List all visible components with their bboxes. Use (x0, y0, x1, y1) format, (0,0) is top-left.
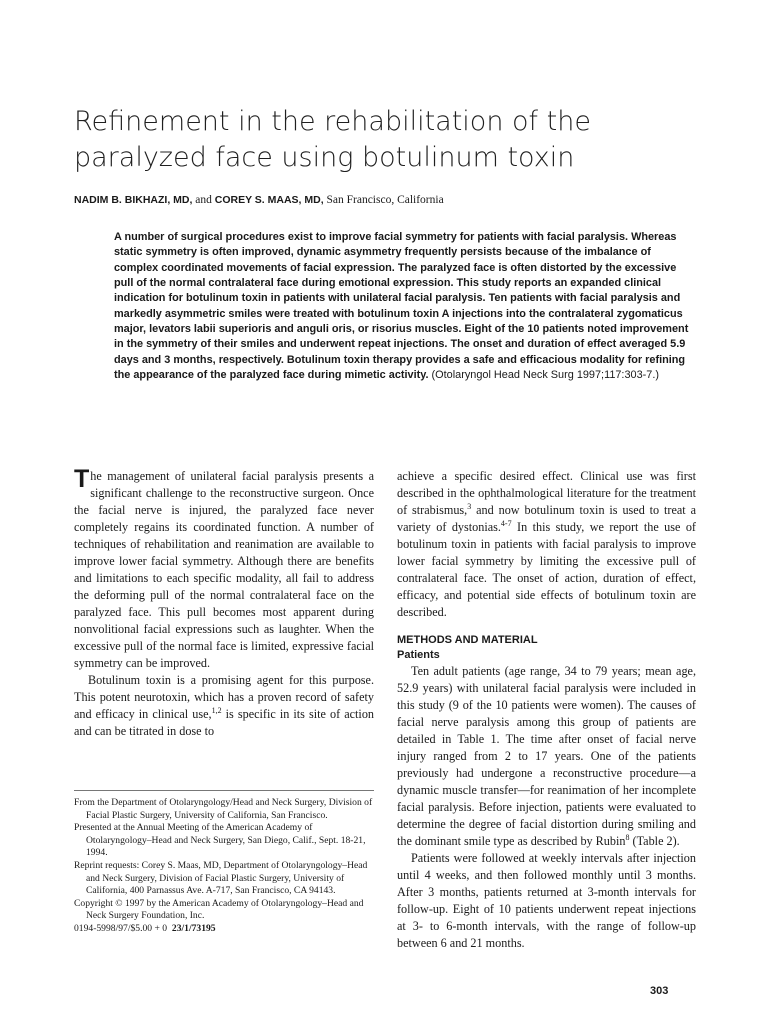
reference-superscript: 3 (467, 501, 472, 511)
intro-paragraph-1 (74, 465, 374, 672)
footnote-issn-line (74, 923, 374, 936)
title-line-2: paralyzed face using botulinum toxin (74, 142, 575, 173)
author-conjunction: and (195, 194, 212, 206)
intro-paragraph-1-text: he management of unilateral facial paralysis presents a significant challenge to the reconstructive surgeon. Once the facial nerve is injured, the paralyzed face never completely regains its coordinated function. A number of techniques of rehabilitation and reanimation are available to improve lower facial symmetry. Although there are benefits and limitations to each specific modality, all fail to address the deforming pull of the normal contralateral face on the paralyzed face. This pull becomes most apparent during nonvolitional facial expressions such as laughter. When the excessive pull of the normal face is limited, expressive facial symmetry can be improved. (74, 469, 374, 670)
author-1-degree: MD, (173, 194, 193, 206)
footnote-issn: 0194-5998/97/$5.00 + 0 (74, 922, 168, 934)
patients-paragraph-1-text-a: Ten adult patients (age range, 34 to 79 years; mean age, 52.9 years) with unilateral facial paralysis were included in this study (9 of the 10 patients were women). The causes of facial nerve paralysis among this group of patients are detailed in Table 1. The time after onset of facial nerve injury ranged from 2 to 17 years. One of the patients previously had undergone a reconstructive procedure—a dynamic muscle transfer—for reanimation of her incomplete facial paralysis. Before injection, patients were evaluated to determine the degree of facial distortion during smiling and the dominant smile type as described by Rubin (397, 664, 696, 848)
abstract (114, 230, 696, 383)
footnote-reprint: Reprint requests: Corey S. Maas, MD, Department of Otolaryngology–Head and Neck Surgery, Division of Facial Plastic Surgery, University of California, 400 Parnassus Ave. A-717, San Francisco, CA 94143. (74, 859, 368, 897)
author-1-name: NADIM B. BIKHAZI, (74, 194, 171, 206)
footnotes (74, 797, 374, 936)
subsection-heading: Patients (397, 649, 440, 661)
title-line-1: Refinement in the rehabilitation of the (74, 106, 591, 137)
intro-paragraph-3 (397, 468, 696, 621)
intro-paragraph-3-text-a: achieve a specific desired effect. Clinical use was first described in the ophthalmological literature for the treatment of strabismus, (397, 469, 696, 517)
footnote-article-code: 23/1/73195 (171, 922, 216, 934)
reference-superscript: 1,2 (211, 705, 222, 715)
footnote-copyright: Copyright © 1997 by the American Academy of Otolaryngology–Head and Neck Surgery Foundation, Inc. (74, 897, 364, 922)
footnote-presented: Presented at the Annual Meeting of the American Academy of Otolaryngology–Head and Neck Surgery, San Diego, Calif., Sept. 18-21, 1994. (74, 822, 366, 859)
author-2-degree: MD, (304, 194, 324, 206)
drop-cap: T (74, 465, 90, 493)
patients-paragraph-1-text-b: (Table 2). (629, 834, 680, 848)
reference-superscript: 8 (625, 832, 630, 842)
footnote-divider (74, 790, 374, 791)
author-line (74, 193, 714, 208)
page-number: 303 (650, 985, 669, 997)
intro-paragraph-3-text-c: In this study, we report the use of botulinum toxin in patients with facial paralysis to improve lower facial symmetry by limiting the excessive pull of contralateral face. The onset of action, duration of effect, efficacy, and potential side effects of botulinum toxin are described. (397, 520, 696, 619)
intro-paragraph-2-text-b: is specific in its site of action and can be titrated in dose to (74, 707, 375, 738)
intro-paragraph-2 (74, 672, 374, 740)
author-location: San Francisco, California (326, 194, 444, 206)
author-2-name: COREY S. MAAS, (214, 194, 302, 206)
patients-paragraph-1 (397, 663, 696, 850)
abstract-citation: (Otolaryngol Head Neck Surg 1997;117:303-7.) (431, 369, 659, 382)
intro-paragraph-3-text-b: and now botulinum toxin is used to treat a variety of dystonias. (397, 503, 696, 534)
article-title (74, 104, 714, 176)
abstract-text: A number of surgical procedures exist to improve facial symmetry for patients with facial paralysis. Whereas static symmetry is often improved, dynamic asymmetry frequently persists because of the imbalance of complex coordinated movements of facial expression. The paralyzed face is often distorted by the excessive pull of the normal contralateral face during emotional expression. This study reports an expanded clinical indication for botulinum toxin in patients with unilateral facial paralysis. Ten patients with facial paralysis and markedly asymmetric smiles were treated with botulinum toxin A injections into the contralateral zygomaticus major, levators labii superioris and anguli oris, or risorius muscles. Eight of the 10 patients noted improvement in the symmetry of their smiles and underwent repeat injections. The onset and duration of effect averaged 5.9 days and 3 months, respectively. Botulinum toxin therapy provides a safe and efficacious modality for refining the appearance of the paralyzed face during mimetic activity. (114, 231, 689, 382)
reference-superscript: 4-7 (500, 518, 512, 528)
body-column-left (74, 465, 375, 740)
section-heading: METHODS AND MATERIAL (397, 634, 538, 646)
footnote-affiliation: From the Department of Otolaryngology/Head and Neck Surgery, Division of Facial Plastic Surgery, University of California, San Francisco. (74, 797, 373, 821)
patients-paragraph-2: Patients were followed at weekly intervals after injection until 4 weeks, and then followed monthly until 3 months. After 3 months, patients returned at 3-month intervals for follow-up. Eight of 10 patients underwent repeat injections at 3- to 6-month intervals, with the range of follow-up between 6 and 21 months. (397, 851, 696, 950)
body-column-right (397, 468, 696, 952)
intro-paragraph-2-text-a: Botulinum toxin is a promising agent for this purpose. This potent neurotoxin, which has a proven record of safety and efficacy in clinical use, (74, 673, 374, 721)
